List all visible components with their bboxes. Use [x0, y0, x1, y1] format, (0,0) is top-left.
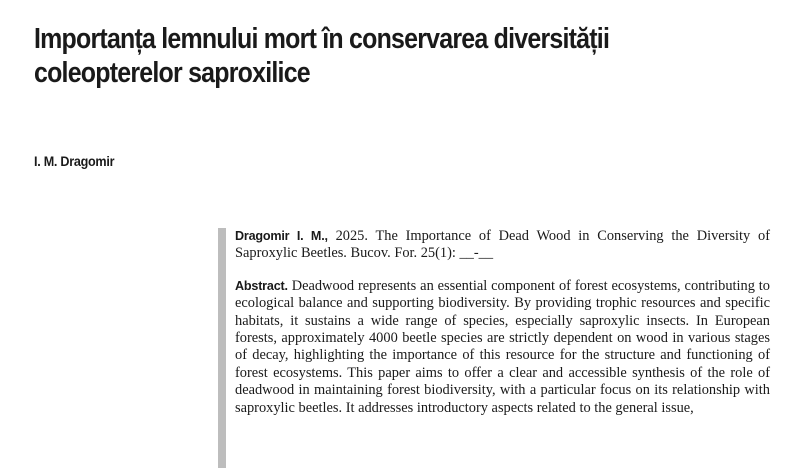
abstract: [235, 278, 770, 417]
paper-title: Importanța lemnului mort în conservarea diversității coleopterelor saproxilice: [34, 23, 610, 89]
abstract-text: Deadwood represents an essential component of forest ecosystems, contributing to ecological balance and supporting biodiversity. By providing trophic resources and specific habitats, it sustains a wide range of species, especially saproxylic insects. In European forests, approximately 4000 beetle species are strictly dependent on wood in various stages of decay, highlighting the importance of this resource for the structure and functioning of forest ecosystems. This paper aims to offer a clear and accessible synthesis of the role of deadwood in maintaining forest biodiversity, with a particular focus on its relationship with saproxylic beetles. It addresses introductory aspects related to the general issue,: [235, 277, 770, 416]
abstract-label: Abstract.: [235, 278, 288, 293]
author-name: I. M. Dragomir: [34, 153, 115, 169]
citation-text: 2025. The Importance of Dead Wood in Conserving the Diversity of Saproxylic Beetles. Bucov. For. 25(1): __-__: [235, 228, 771, 262]
citation: [235, 228, 770, 263]
citation-authors: Dragomir I. M.,: [235, 229, 328, 243]
abstract-box: [218, 228, 770, 468]
